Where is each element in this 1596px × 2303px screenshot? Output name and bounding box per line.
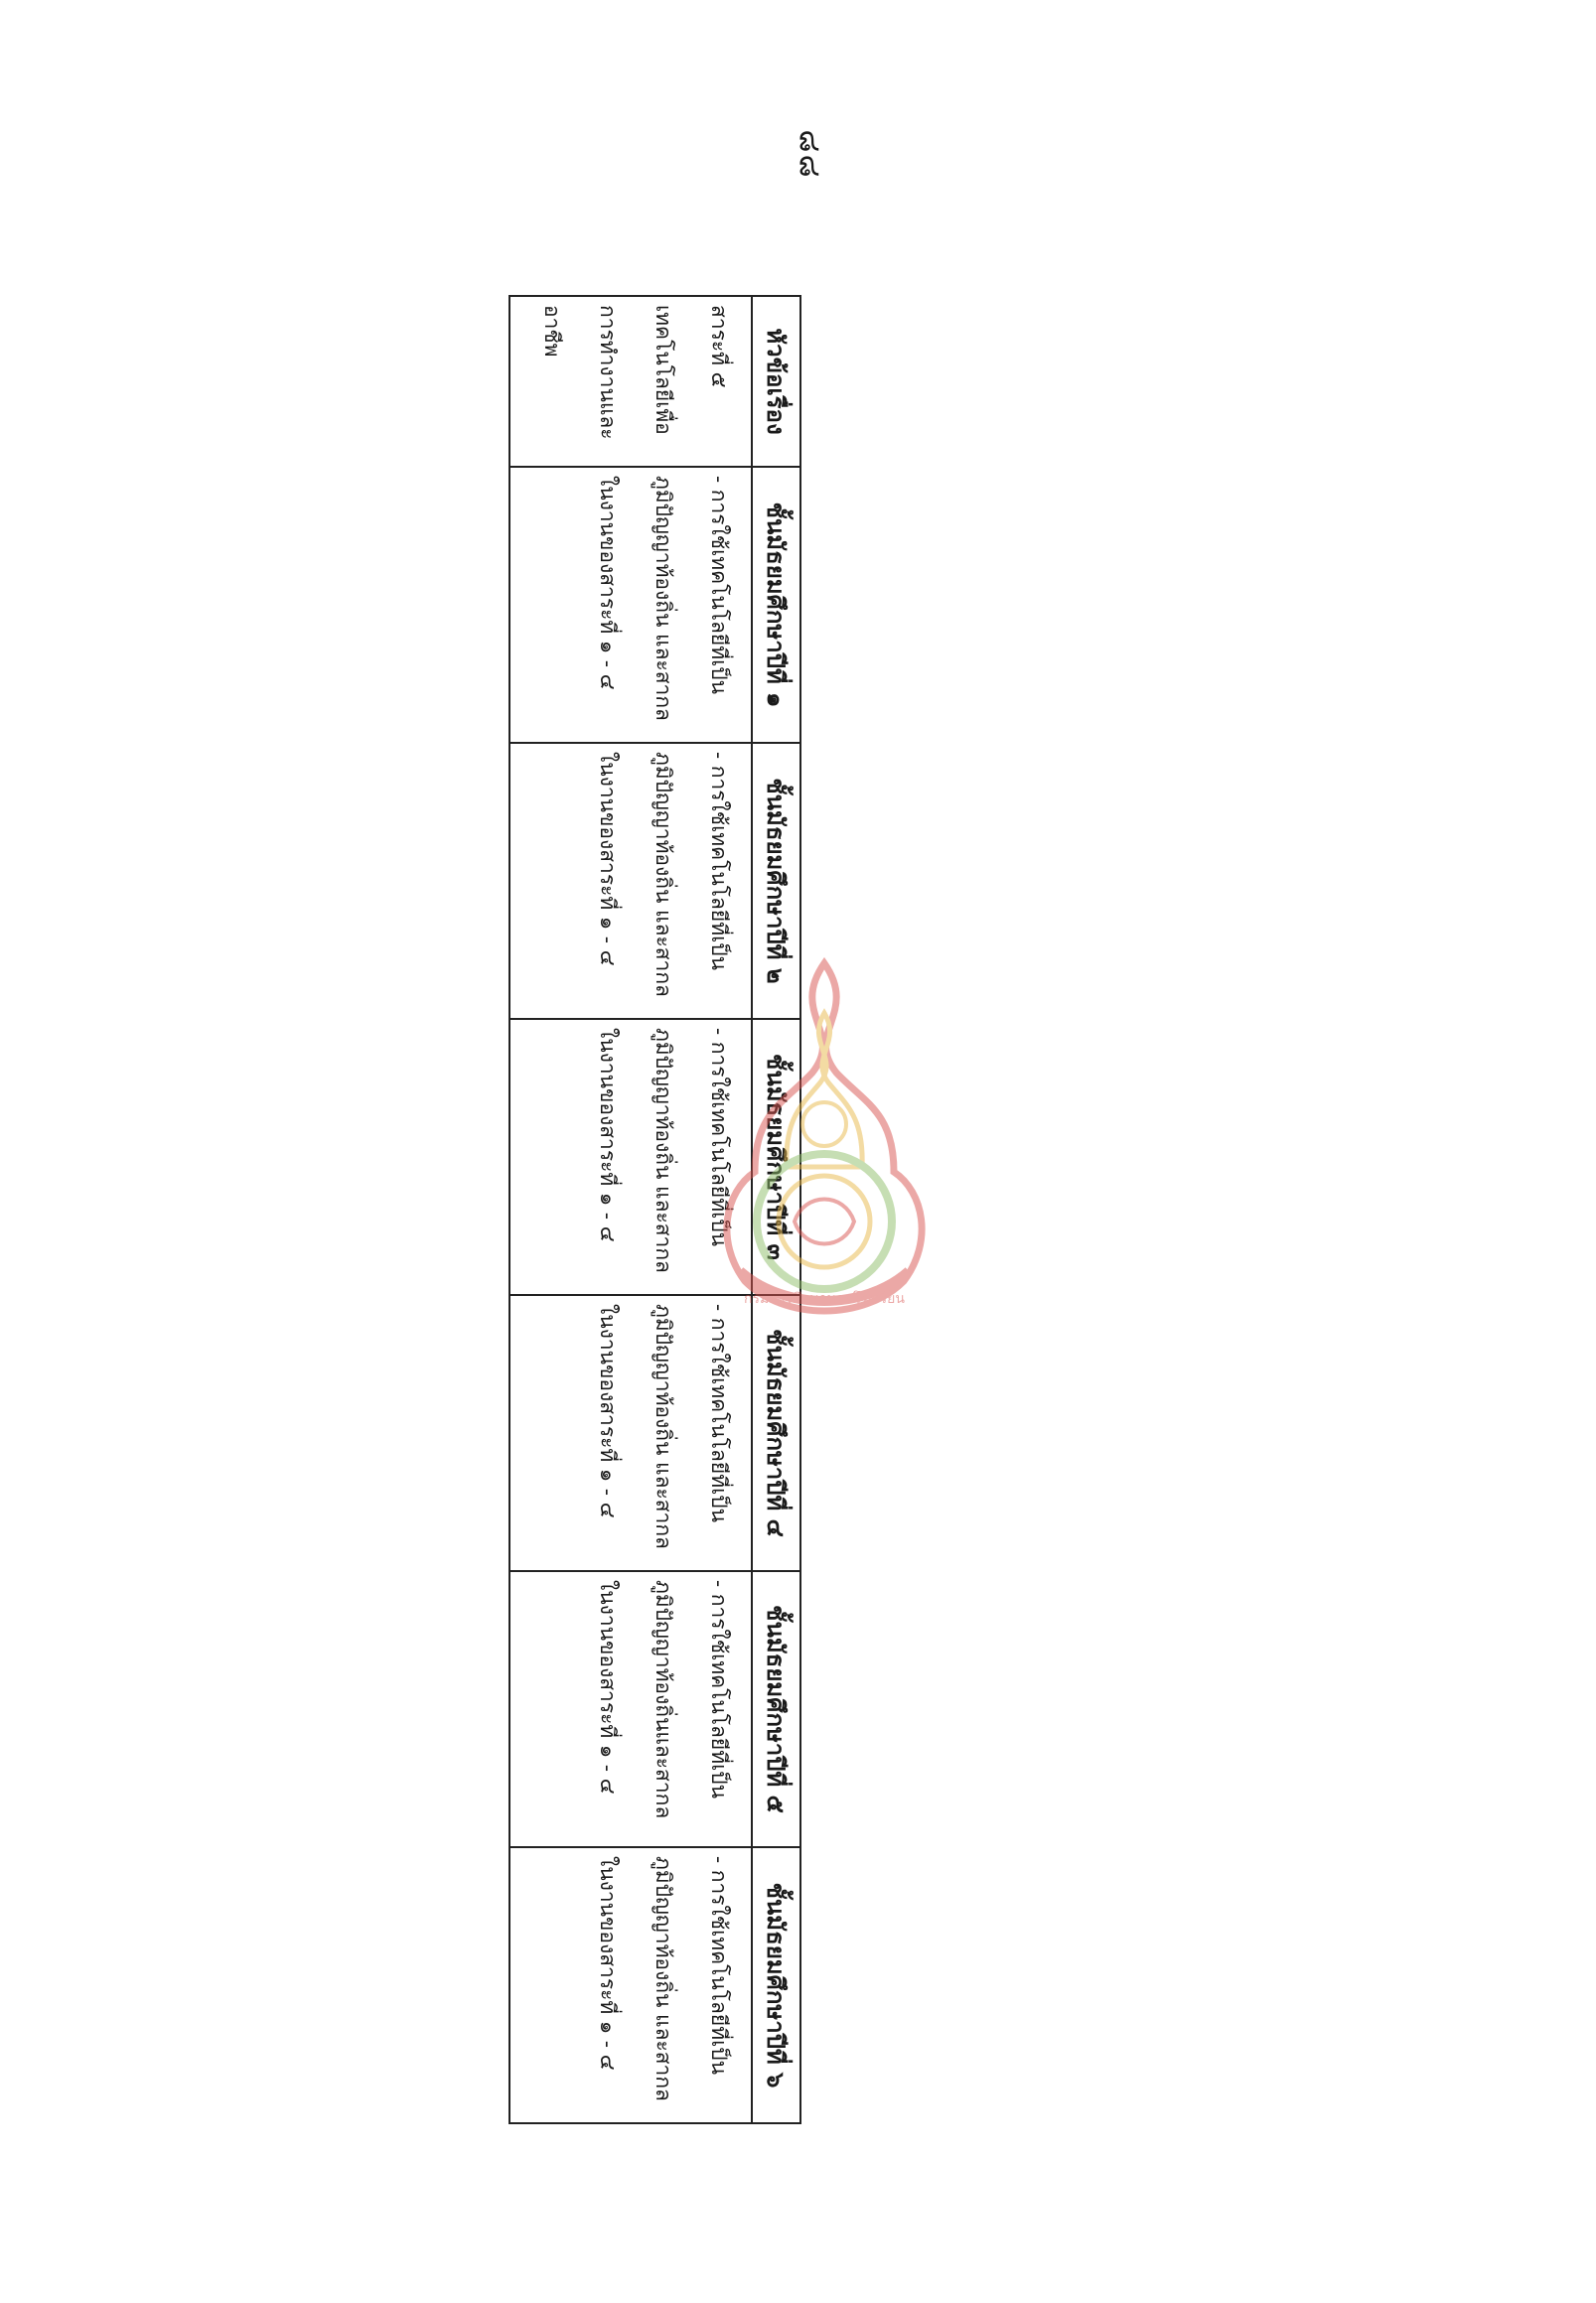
seal-center-core bbox=[779, 1176, 870, 1267]
header-grade-4: ชั้นมัธยมศึกษาปีที่ ๔ bbox=[752, 1295, 800, 1571]
cell-grade-2: - การใช้เทคโนโลยีที่เป็นภูมิปัญญาท้องถิ่น และสากล ในงานของสาระที่ ๑ - ๔ bbox=[509, 743, 752, 1019]
cell-grade-4: - การใช้เทคโนโลยีที่เป็นภูมิปัญญาท้องถิ่น และสากลในงานของสาระที่ ๑ - ๔ bbox=[509, 1295, 752, 1571]
seal-emblem bbox=[795, 1200, 854, 1244]
header-grade-2: ชั้นมัธยมศึกษาปีที่ ๒ bbox=[752, 743, 800, 1019]
ministry-seal-icon bbox=[695, 953, 953, 1331]
cell-topic: สาระที่ ๕ เทคโนโลยีเพื่อการทำงานและอาชีพ bbox=[509, 296, 752, 467]
header-topic: หัวข้อเรื่อง bbox=[752, 296, 800, 467]
header-grade-1: ชั้นมัธยมศึกษาปีที่ ๑ bbox=[752, 467, 800, 743]
cell-grade-1: - การใช้เทคโนโลยีที่เป็นภูมิปัญญาท้องถิ่น และสากล ในงานของสาระที่ ๑ - ๔ bbox=[509, 467, 752, 743]
seal-banner-text: กรมการศึกษานอกโรงเรียน bbox=[744, 1291, 905, 1307]
header-grade-5: ชั้นมัธยมศึกษาปีที่ ๕ bbox=[752, 1571, 800, 1847]
header-grade-3: ชั้นมัธยมศึกษาปีที่ ๓ bbox=[752, 1019, 800, 1295]
cell-grade-6: - การใช้เทคโนโลยีที่เป็นภูมิปัญญาท้องถิ่น และสากลในงานของสาระที่ ๑ - ๔ bbox=[509, 1847, 752, 2123]
cell-grade-3: - การใช้เทคโนโลยีที่เป็นภูมิปัญญาท้องถิ่น และสากล ในงานของสาระที่ ๑ - ๔ bbox=[509, 1019, 752, 1295]
page-number: ๘๘ bbox=[792, 129, 827, 180]
cell-grade-5: - การใช้เทคโนโลยีที่เป็นภูมิปัญญาท้องถิ่นและสากล ในงานของสาระที่ ๑ - ๔ bbox=[509, 1571, 752, 1847]
header-grade-6: ชั้นมัธยมศึกษาปีที่ ๖ bbox=[752, 1847, 800, 2123]
seal-wheel bbox=[802, 1102, 846, 1146]
